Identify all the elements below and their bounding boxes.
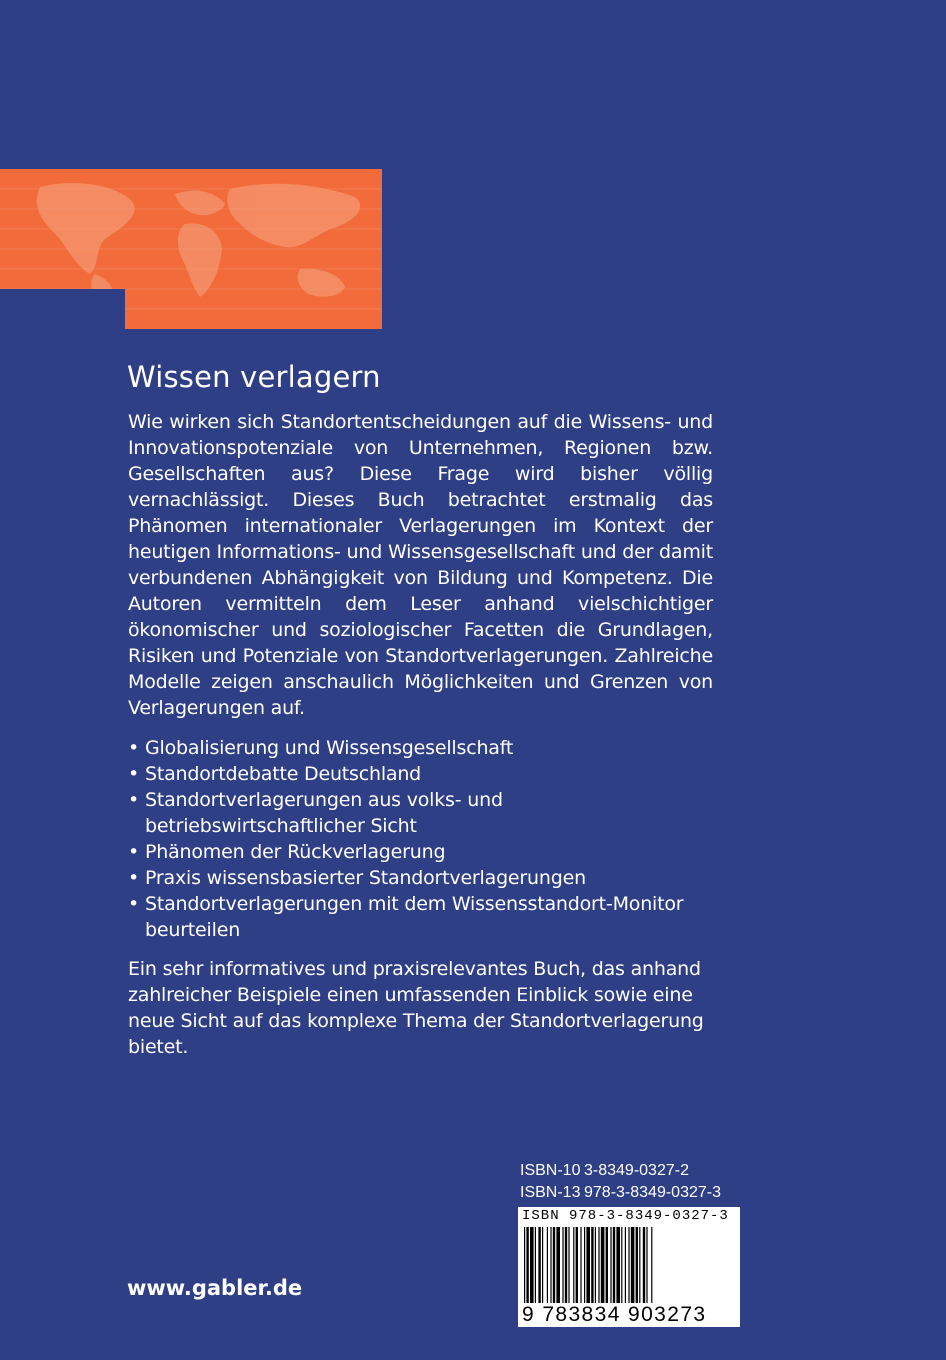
isbn-block	[520, 1160, 721, 1204]
barcode-digits: 9 783834 903273	[522, 1303, 707, 1326]
list-item: • Standortdebatte Deutschland	[128, 761, 728, 787]
isbn10-value: 3-8349-0327-2	[584, 1162, 689, 1179]
barcode-isbn-text: ISBN 978-3-8349-0327-3	[522, 1208, 729, 1224]
world-map-icon	[0, 169, 382, 329]
list-item: • Globalisierung und Wissensgesellschaft	[128, 735, 728, 761]
isbn13-value: 978-3-8349-0327-3	[584, 1184, 721, 1201]
world-map-banner	[0, 169, 382, 329]
list-item: • Standortverlagerungen aus volks- und betriebswirtschaftlicher Sicht	[128, 787, 728, 839]
list-item: • Phänomen der Rückverlagerung	[128, 839, 728, 865]
list-item: • Praxis wissensbasierter Standortverlagerungen	[128, 865, 728, 891]
barcode	[518, 1207, 740, 1327]
summary-paragraph: Ein sehr informatives und praxisrelevantes Buch, das anhand zahlreicher Beispiele einen umfassenden Einblick sowie eine neue Sicht auf das komplexe Thema der Standortverlagerung bietet.	[128, 958, 704, 1058]
publisher-website: www.gabler.de	[127, 1276, 303, 1300]
isbn13-label: ISBN-13	[520, 1184, 581, 1201]
isbn10-label: ISBN-10	[520, 1162, 581, 1179]
intro-paragraph: Wie wirken sich Standortentscheidungen auf die Wissens- und Innovationspotenziale von Unternehmen, Regionen bzw. Gesellschaften aus? Diese Frage wird bisher völlig vernachlässigt. Dieses Buch betrachtet erstmalig das Phänomen internationaler Verlagerungen im Kontext der heutigen Informations- und Wissensgesellschaft und der damit verbundenen Abhängigkeit von Bildung und Kompetenz. Die Autoren vermitteln dem Leser anhand vielschichtiger ökonomischer und soziologischer Facetten die Grundlagen, Risiken und Potenziale von Standortverlagerungen. Zahlreiche Modelle zeigen anschaulich Möglichkeiten und Grenzen von Verlagerungen auf.	[128, 411, 713, 719]
book-title: Wissen verlagern	[127, 360, 381, 394]
barcode-bars-icon	[524, 1227, 734, 1303]
topic-list	[128, 735, 728, 943]
list-item: • Standortverlagerungen mit dem Wissensstandort-Monitor beurteilen	[128, 891, 728, 943]
